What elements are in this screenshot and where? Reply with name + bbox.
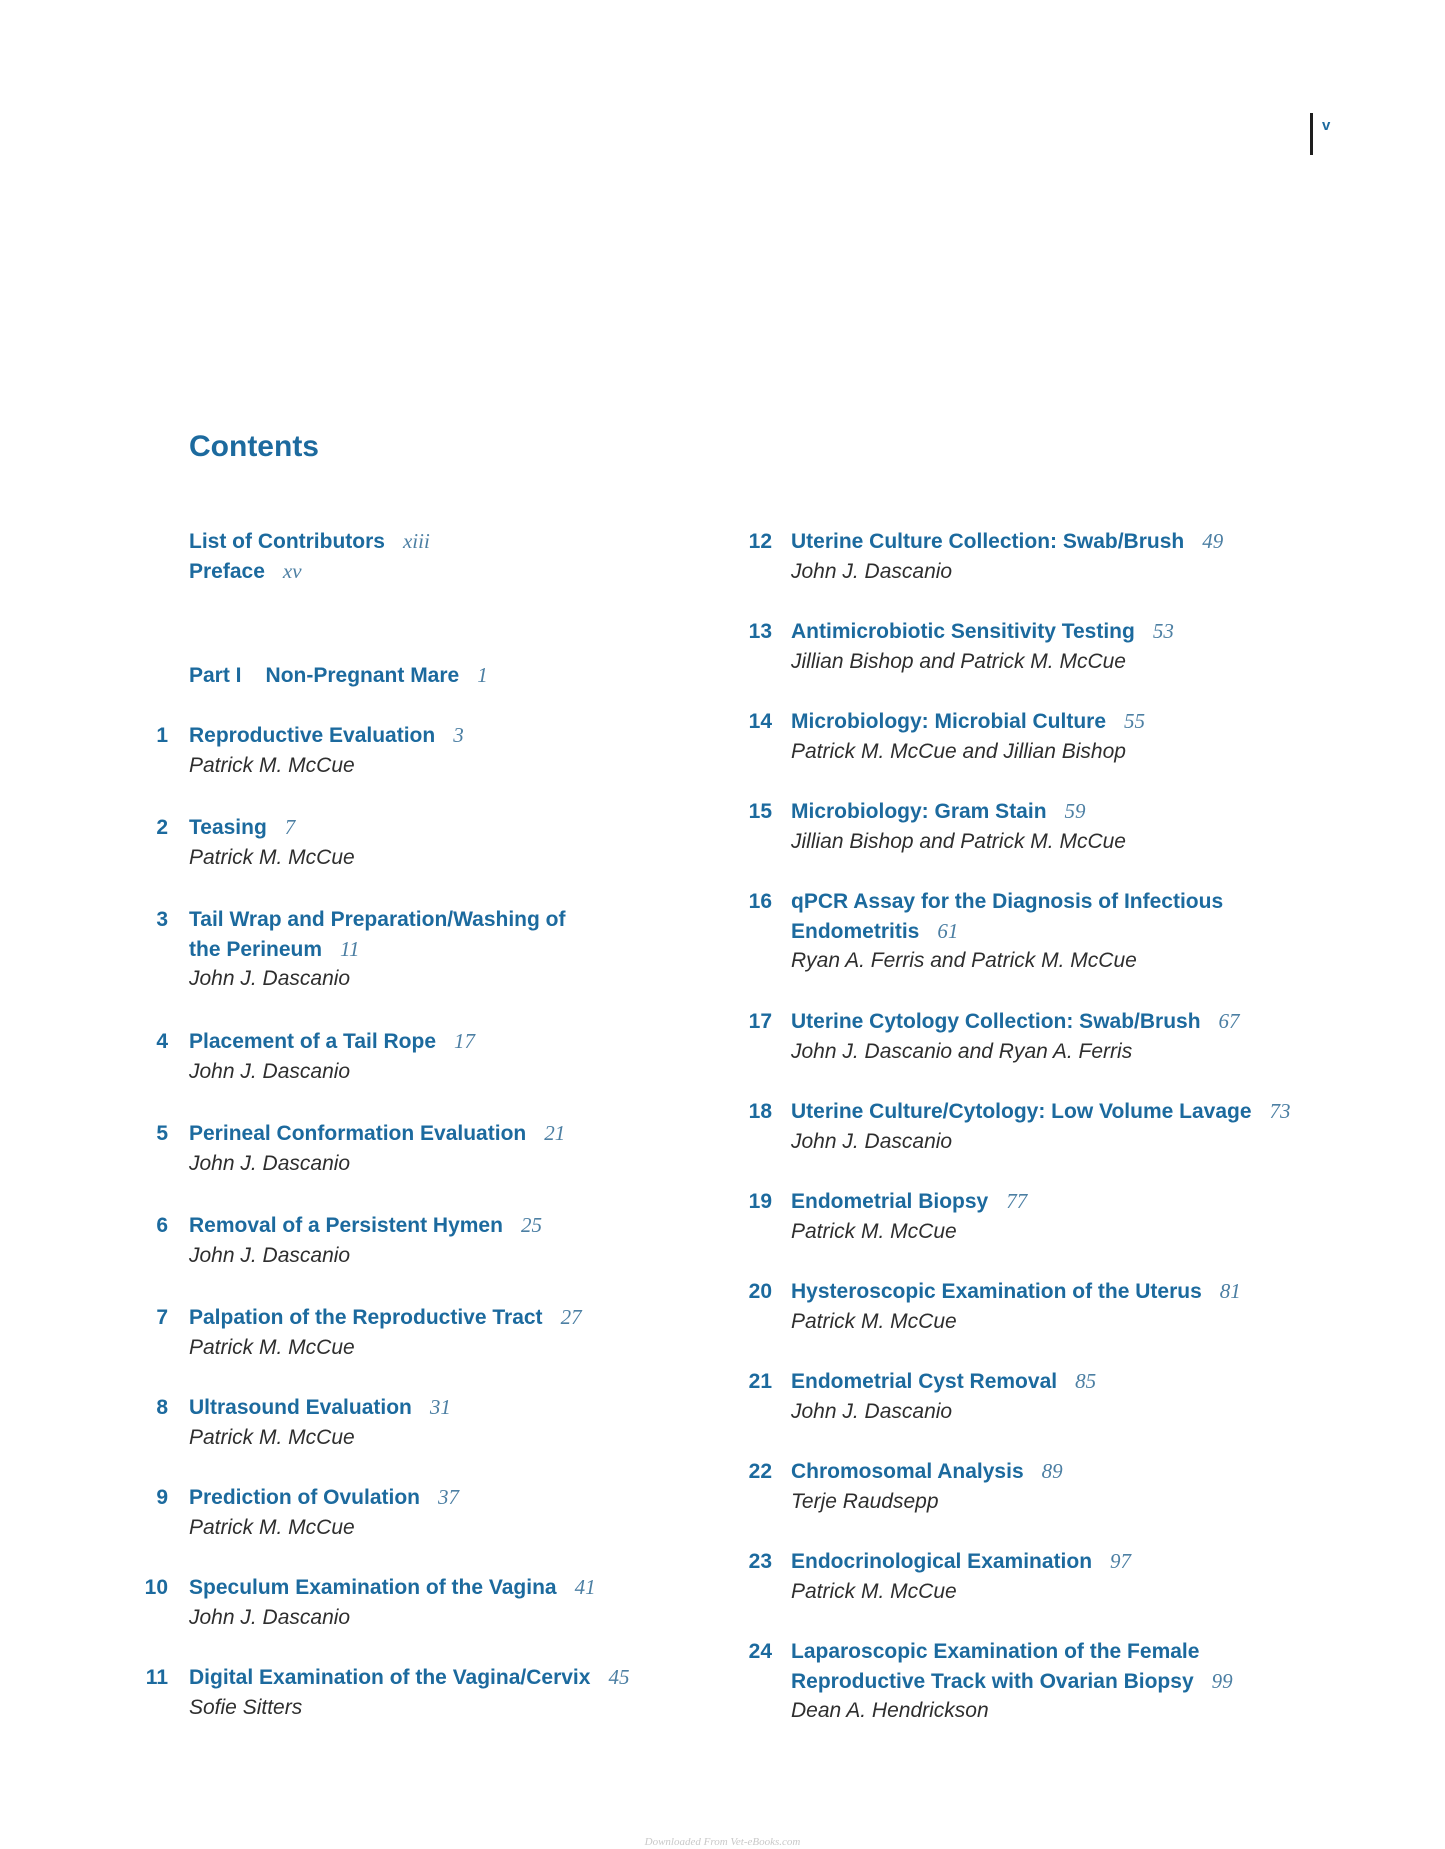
- chapter-title-text[interactable]: Microbiology: Gram Stain: [791, 800, 1047, 823]
- chapter-author: Patrick M. McCue: [189, 1425, 355, 1449]
- chapter-title[interactable]: [791, 527, 1351, 557]
- chapter-number: 24: [748, 1640, 772, 1663]
- page-marker: [1310, 113, 1336, 155]
- chapter-body: [189, 813, 709, 872]
- chapter-title[interactable]: [189, 1211, 709, 1241]
- chapter-body: [189, 721, 709, 780]
- chapter-title[interactable]: [791, 707, 1351, 737]
- chapter-title-text[interactable]: Endocrinological Examination: [791, 1550, 1093, 1573]
- chapter-number: 11: [145, 1666, 168, 1689]
- page-number: 55: [1124, 709, 1146, 733]
- chapter-title-text[interactable]: qPCR Assay for the Diagnosis of Infectious: [791, 890, 1224, 913]
- chapter-title[interactable]: [189, 1483, 709, 1513]
- page-number: 37: [438, 1485, 460, 1509]
- chapter-body: [189, 905, 709, 994]
- chapter-author: John J. Dascanio: [189, 1151, 351, 1175]
- chapter-body: [791, 1637, 1351, 1726]
- chapter-author: John J. Dascanio: [791, 559, 953, 583]
- footer-watermark: Downloaded From Vet-eBooks.com: [644, 1836, 801, 1848]
- chapter-title-text[interactable]: Hysteroscopic Examination of the Uterus: [791, 1280, 1202, 1303]
- page-number: 25: [520, 1213, 542, 1237]
- chapter-title-text[interactable]: Digital Examination of the Vagina/Cervix: [189, 1666, 591, 1689]
- chapter-author: Patrick M. McCue: [791, 1219, 957, 1243]
- chapter-title-text[interactable]: Microbiology: Microbial Culture: [791, 710, 1107, 733]
- part-title[interactable]: Non-Pregnant Mare: [265, 664, 460, 687]
- chapter-title[interactable]: [189, 1393, 709, 1423]
- chapter-title[interactable]: [791, 917, 1351, 947]
- front-matter-item[interactable]: [189, 527, 430, 557]
- chapter-number: 16: [748, 890, 772, 913]
- chapter-number: 6: [156, 1214, 168, 1237]
- page-number: xv: [282, 559, 302, 583]
- page-number: 45: [608, 1665, 630, 1689]
- page-number: 7: [284, 815, 296, 839]
- chapter-title[interactable]: [791, 1457, 1351, 1487]
- chapter-author: Patrick M. McCue: [189, 753, 355, 777]
- chapter-body: [189, 1303, 709, 1362]
- chapter-author: Patrick M. McCue: [189, 845, 355, 869]
- chapter-title-text[interactable]: Reproductive Track with Ovarian Biopsy: [791, 1669, 1194, 1693]
- chapter-body: [791, 1097, 1351, 1156]
- chapter-body: [791, 1457, 1351, 1516]
- chapter-body: [189, 1211, 709, 1270]
- chapter-number: 3: [156, 908, 168, 931]
- front-matter-title[interactable]: List of Contributors: [189, 530, 385, 553]
- part-heading[interactable]: [189, 661, 488, 691]
- chapter-author: John J. Dascanio: [189, 1059, 351, 1083]
- part-label: Part I: [189, 664, 242, 687]
- chapter-author: John J. Dascanio: [189, 1605, 351, 1629]
- chapter-title[interactable]: [791, 1097, 1351, 1127]
- chapter-author: Sofie Sitters: [189, 1695, 303, 1719]
- chapter-title[interactable]: [791, 1667, 1351, 1697]
- page-number: 53: [1152, 619, 1174, 643]
- chapter-number: 4: [156, 1030, 168, 1053]
- chapter-title-text[interactable]: Placement of a Tail Rope: [189, 1030, 437, 1053]
- chapter-body: [791, 617, 1351, 676]
- chapter-author: John J. Dascanio: [189, 1243, 351, 1267]
- chapter-body: [791, 1367, 1351, 1426]
- chapter-title[interactable]: [189, 905, 709, 935]
- chapter-title-text[interactable]: Uterine Culture/Cytology: Low Volume Lavage: [791, 1100, 1252, 1123]
- chapter-title-text[interactable]: Tail Wrap and Preparation/Washing of: [189, 908, 566, 931]
- chapter-title[interactable]: [791, 797, 1351, 827]
- chapter-body: [791, 887, 1351, 976]
- chapter-author: John J. Dascanio: [791, 1129, 953, 1153]
- chapter-title[interactable]: [791, 617, 1351, 647]
- chapter-number: 13: [748, 620, 772, 643]
- chapter-title-text[interactable]: Teasing: [189, 816, 267, 839]
- chapter-body: [189, 1393, 709, 1452]
- chapter-author: Patrick M. McCue: [791, 1579, 957, 1603]
- chapter-number: 9: [156, 1486, 168, 1509]
- chapter-number: 8: [156, 1396, 168, 1419]
- chapter-title[interactable]: [189, 1027, 709, 1057]
- chapter-body: [791, 1547, 1351, 1606]
- chapter-author: Jillian Bishop and Patrick M. McCue: [791, 829, 1126, 853]
- chapter-title-text[interactable]: Chromosomal Analysis: [791, 1460, 1024, 1483]
- chapter-number: 23: [748, 1550, 772, 1573]
- page-number: 17: [454, 1029, 476, 1053]
- page-number: 27: [560, 1305, 582, 1329]
- chapter-author: Terje Raudsepp: [791, 1489, 939, 1513]
- chapter-body: [791, 707, 1351, 766]
- chapter-author: Jillian Bishop and Patrick M. McCue: [791, 649, 1126, 673]
- page-number: 31: [429, 1395, 451, 1419]
- chapter-number: 10: [144, 1576, 168, 1599]
- page-number: 61: [937, 918, 959, 943]
- chapter-title-text[interactable]: Speculum Examination of the Vagina: [189, 1576, 557, 1599]
- front-matter-item[interactable]: [189, 557, 302, 587]
- page-number: 67: [1218, 1009, 1240, 1033]
- chapter-title[interactable]: [189, 813, 709, 843]
- page-marker-bar: [1310, 113, 1313, 155]
- chapter-title-text[interactable]: Antimicrobiotic Sensitivity Testing: [791, 620, 1135, 643]
- chapter-number: 19: [748, 1190, 772, 1213]
- chapter-title-text[interactable]: Reproductive Evaluation: [189, 724, 436, 747]
- chapter-author: Dean A. Hendrickson: [791, 1699, 989, 1722]
- chapter-title[interactable]: [189, 1303, 709, 1333]
- chapter-number: 20: [748, 1280, 772, 1303]
- chapter-title-text[interactable]: Removal of a Persistent Hymen: [189, 1214, 503, 1237]
- page-number: 77: [1006, 1189, 1028, 1213]
- page-number: 1: [477, 663, 488, 687]
- chapter-number: 2: [156, 816, 168, 839]
- chapter-body: [189, 1573, 709, 1632]
- chapter-body: [791, 1187, 1351, 1246]
- page-number: 21: [544, 1121, 566, 1145]
- chapter-title-text[interactable]: Ultrasound Evaluation: [189, 1396, 412, 1419]
- front-matter-title[interactable]: Preface: [189, 560, 265, 583]
- chapter-body: [791, 1277, 1351, 1336]
- page-number: 81: [1219, 1279, 1241, 1303]
- chapter-number: 12: [748, 530, 772, 553]
- chapter-title[interactable]: [189, 935, 709, 965]
- chapter-number: 18: [748, 1100, 772, 1123]
- chapter-title[interactable]: [791, 1007, 1351, 1037]
- chapter-author: Patrick M. McCue: [189, 1515, 355, 1539]
- page-number: 3: [453, 723, 464, 747]
- chapter-title[interactable]: [189, 1119, 709, 1149]
- chapter-title-text[interactable]: Uterine Culture Collection: Swab/Brush: [791, 530, 1185, 553]
- chapter-author: John J. Dascanio: [791, 1399, 953, 1423]
- page-number: 49: [1202, 529, 1224, 553]
- chapter-body: [791, 527, 1351, 586]
- page-number: xiii: [402, 529, 430, 553]
- chapter-title-text[interactable]: Prediction of Ovulation: [189, 1486, 421, 1509]
- chapter-title-text[interactable]: Palpation of the Reproductive Tract: [189, 1306, 543, 1329]
- page-number: v: [1322, 117, 1331, 134]
- chapter-title[interactable]: [791, 1637, 1351, 1667]
- chapter-number: 14: [748, 710, 772, 733]
- chapter-author: Patrick M. McCue: [791, 1309, 957, 1333]
- page-number: 97: [1110, 1549, 1132, 1573]
- chapter-title[interactable]: [189, 1573, 709, 1603]
- page-number: 11: [340, 936, 360, 961]
- chapter-title-text[interactable]: Perineal Conformation Evaluation: [189, 1122, 527, 1145]
- chapter-number: 17: [748, 1010, 772, 1033]
- page-number: 99: [1211, 1668, 1233, 1693]
- chapter-title-text[interactable]: Laparoscopic Examination of the Female: [791, 1640, 1200, 1663]
- page-number: 59: [1064, 799, 1086, 823]
- chapter-title-text[interactable]: the Perineum: [189, 937, 323, 961]
- chapter-number: 5: [156, 1122, 168, 1145]
- chapter-author: Patrick M. McCue: [189, 1335, 355, 1359]
- chapter-title-text[interactable]: Endometrial Biopsy: [791, 1190, 989, 1213]
- chapter-number: 1: [156, 724, 168, 747]
- chapter-body: [189, 1119, 709, 1178]
- chapter-title[interactable]: [791, 1277, 1351, 1307]
- chapter-number: 21: [748, 1370, 772, 1393]
- chapter-title-text[interactable]: Uterine Cytology Collection: Swab/Brush: [791, 1010, 1201, 1033]
- chapter-author: Ryan A. Ferris and Patrick M. McCue: [791, 949, 1137, 972]
- chapter-title[interactable]: [189, 721, 709, 751]
- chapter-title-text[interactable]: Endometritis: [791, 919, 920, 943]
- page-number: 85: [1075, 1369, 1097, 1393]
- chapter-title[interactable]: [791, 1547, 1351, 1577]
- chapter-author: Patrick M. McCue and Jillian Bishop: [791, 739, 1126, 763]
- chapter-author: John J. Dascanio: [189, 967, 351, 990]
- page-number: 73: [1269, 1099, 1291, 1123]
- chapter-body: [189, 1663, 709, 1722]
- chapter-body: [189, 1027, 709, 1086]
- chapter-title[interactable]: [791, 1367, 1351, 1397]
- chapter-number: 7: [156, 1306, 168, 1329]
- chapter-author: John J. Dascanio and Ryan A. Ferris: [791, 1039, 1133, 1063]
- chapter-body: [189, 1483, 709, 1542]
- page-number: 89: [1041, 1459, 1063, 1483]
- chapter-number: 15: [748, 800, 772, 823]
- chapter-title[interactable]: [791, 1187, 1351, 1217]
- chapter-body: [791, 797, 1351, 856]
- chapter-title[interactable]: [791, 887, 1351, 917]
- chapter-title-text[interactable]: Endometrial Cyst Removal: [791, 1370, 1058, 1393]
- page-number: 41: [574, 1575, 596, 1599]
- page-title: Contents: [189, 430, 319, 463]
- chapter-title[interactable]: [189, 1663, 709, 1693]
- chapter-body: [791, 1007, 1351, 1066]
- chapter-number: 22: [748, 1460, 772, 1483]
